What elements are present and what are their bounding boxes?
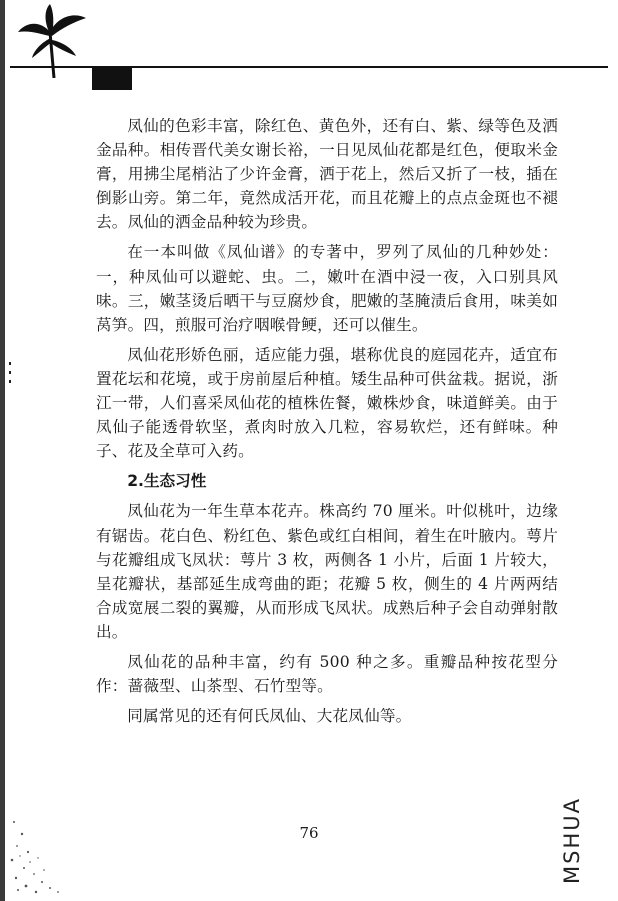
paragraph: 凤仙花形娇色丽，适应能力强，堪称优良的庭园花卉，适宜布置花坛和花境，或于房前屋后种植。矮生品种可供盆栽。据说，浙江一带，人们喜采凤仙花的植株佐餐，嫩株炒食，味道鲜美。由于凤仙子能透骨软坚，煮肉时放入几粒，容易软烂，还有鲜味。种子、花及全草可入药。 [96, 345, 558, 461]
page-edge-shadow [0, 0, 5, 901]
section-heading: 2.生态习性 [127, 472, 207, 491]
header-block [92, 68, 132, 90]
paragraph: 凤仙花的品种丰富，约有 500 种之多。重瓣品种按花型分作：蔷薇型、山茶型、石竹型等。 [96, 652, 558, 696]
page-number: 76 [299, 824, 319, 842]
watermark: MSHUA [560, 797, 584, 884]
margin-marks [8, 362, 12, 386]
scan-noise-decoration [8, 812, 68, 896]
paragraph: 同属常见的还有何氏凤仙、大花凤仙等。 [127, 707, 412, 726]
paragraph: 在一本叫做《凤仙谱》的专著中，罗列了凤仙的几种妙处：一，种凤仙可以避蛇、虫。二，嫩叶在酒中浸一夜，入口别具风味。三，嫩茎烫后晒干与豆腐炒食，肥嫩的茎腌渍后食用，味美如莴笋。四，煎服可治疗咽喉骨鲠，还可以催生。 [96, 243, 558, 334]
paragraph: 凤仙的色彩丰富，除红色、黄色外，还有白、紫、绿等色及洒金品种。相传晋代美女谢长裕，一日见凤仙花都是红色，便取米金膏，用拂尘尾梢沾了少许金膏，洒于花上，然后又折了一枝，插在倒影山旁。第二年，竟然成活开花，而且花瓣上的点点金斑也不褪去。凤仙的洒金品种较为珍贵。 [96, 117, 558, 232]
paragraph: 凤仙花为一年生草本花卉。株高约 70 厘米。叶似桃叶，边缘有锯齿。花白色、粉红色、紫色或红白相间，着生在叶腋内。萼片与花瓣组成飞凤状：萼片 3 枚，两侧各 1 小片，后面 1 片较大，呈花瓣状，基部延生成弯曲的距；花瓣 5 枚，侧生的 4 片两两结合成宽展二裂的翼瓣，从而形成飞凤状。成熟后种子会自动弹射散出。 [96, 502, 558, 641]
body-text [96, 114, 558, 734]
